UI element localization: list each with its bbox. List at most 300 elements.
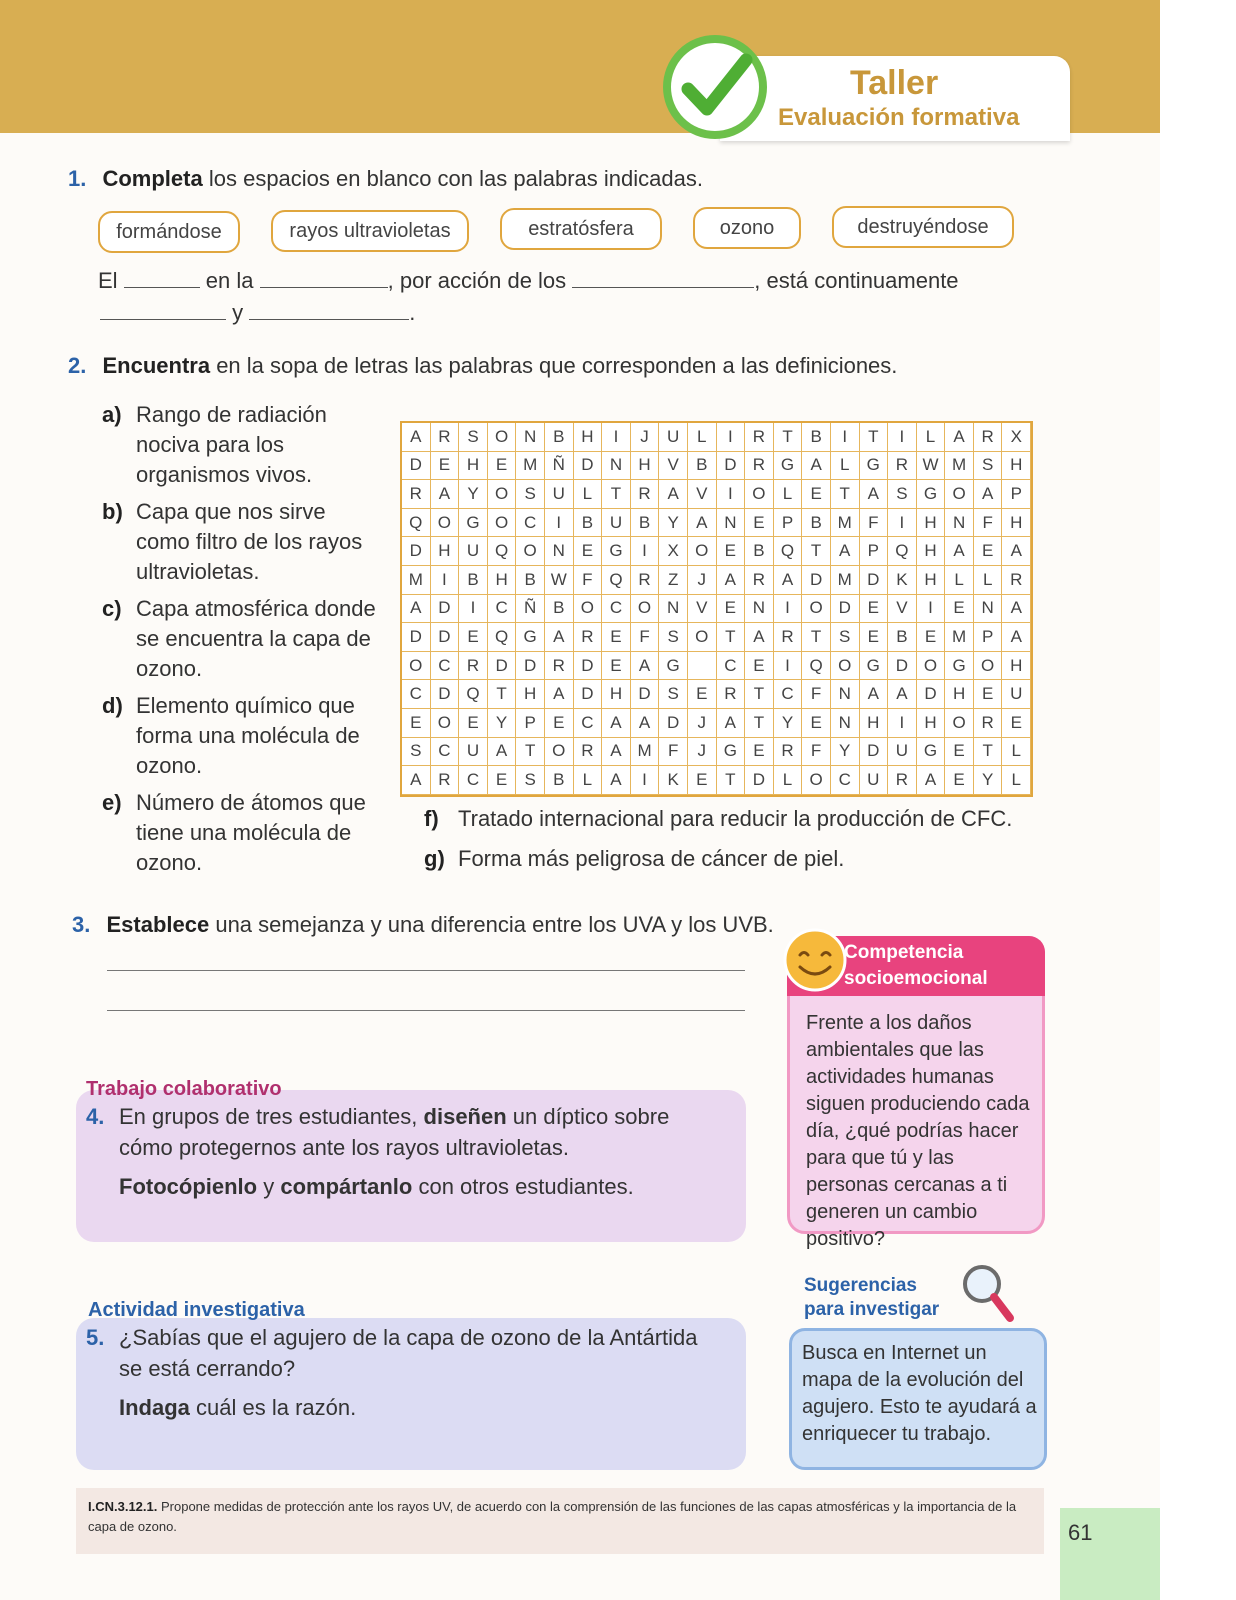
grid-cell[interactable]: J <box>688 738 717 767</box>
grid-cell[interactable]: R <box>431 423 460 452</box>
competencia-text: Frente a los daños ambientales que las actividades humanas siguen produciendo cada día, ¿qué podrías hacer para que tú y las personas cercanas a ti generen un cambio positivo? <box>806 1012 1030 1250</box>
grid-cell[interactable]: G <box>945 652 974 681</box>
grid-cell[interactable]: H <box>1002 652 1031 681</box>
grid-cell[interactable]: Y <box>659 509 688 538</box>
grid-cell[interactable]: O <box>974 652 1003 681</box>
grid-cell[interactable]: O <box>402 652 431 681</box>
grid-cell[interactable]: U <box>888 738 917 767</box>
blank-field[interactable] <box>572 270 754 288</box>
grid-cell[interactable]: E <box>488 452 517 481</box>
grid-cell[interactable]: O <box>488 423 517 452</box>
grid-cell[interactable]: C <box>431 652 460 681</box>
grid-cell[interactable]: S <box>974 452 1003 481</box>
grid-cell[interactable]: R <box>774 738 803 767</box>
grid-cell[interactable]: E <box>945 766 974 795</box>
grid-cell[interactable]: C <box>774 680 803 709</box>
grid-cell[interactable]: D <box>574 680 603 709</box>
grid-cell[interactable]: I <box>459 595 488 624</box>
grid-cell[interactable]: D <box>431 595 460 624</box>
grid-cell[interactable]: A <box>945 537 974 566</box>
grid-cell[interactable]: R <box>631 566 660 595</box>
grid-cell[interactable]: M <box>945 452 974 481</box>
grid-cell[interactable]: M <box>631 738 660 767</box>
grid-cell[interactable]: U <box>860 766 889 795</box>
grid-cell[interactable]: A <box>802 452 831 481</box>
grid-cell[interactable]: Y <box>974 766 1003 795</box>
grid-cell[interactable]: Q <box>402 509 431 538</box>
grid-cell[interactable]: H <box>459 452 488 481</box>
grid-cell[interactable]: T <box>745 680 774 709</box>
grid-cell[interactable]: U <box>459 537 488 566</box>
grid-cell[interactable]: N <box>545 537 574 566</box>
grid-cell[interactable]: E <box>717 537 746 566</box>
grid-cell[interactable]: O <box>574 595 603 624</box>
grid-cell[interactable]: F <box>631 623 660 652</box>
grid-cell[interactable]: R <box>545 652 574 681</box>
grid-cell[interactable]: U <box>459 738 488 767</box>
grid-cell[interactable]: S <box>459 423 488 452</box>
grid-cell[interactable]: R <box>974 423 1003 452</box>
word-search-grid[interactable] <box>400 421 1033 797</box>
blank-field[interactable] <box>249 302 409 320</box>
grid-cell[interactable]: B <box>802 423 831 452</box>
grid-cell[interactable]: V <box>688 480 717 509</box>
grid-cell[interactable]: B <box>745 537 774 566</box>
grid-cell[interactable]: D <box>574 652 603 681</box>
grid-cell[interactable]: R <box>745 452 774 481</box>
grid-cell[interactable]: W <box>545 566 574 595</box>
grid-cell[interactable]: R <box>1002 566 1031 595</box>
grid-cell[interactable]: L <box>574 480 603 509</box>
grid-cell[interactable]: A <box>402 595 431 624</box>
grid-cell[interactable]: A <box>659 480 688 509</box>
grid-cell[interactable]: E <box>545 709 574 738</box>
grid-cell[interactable]: E <box>945 595 974 624</box>
grid-cell[interactable]: H <box>860 709 889 738</box>
grid-cell[interactable]: E <box>602 652 631 681</box>
grid-cell[interactable]: D <box>631 680 660 709</box>
grid-cell[interactable]: H <box>917 709 946 738</box>
grid-cell[interactable]: L <box>945 566 974 595</box>
grid-cell[interactable]: E <box>602 623 631 652</box>
grid-cell[interactable]: T <box>516 738 545 767</box>
grid-cell[interactable]: N <box>974 595 1003 624</box>
grid-cell[interactable]: L <box>1002 766 1031 795</box>
grid-cell[interactable]: F <box>802 738 831 767</box>
grid-cell[interactable]: G <box>917 738 946 767</box>
grid-cell[interactable]: Y <box>774 709 803 738</box>
grid-cell[interactable]: O <box>831 652 860 681</box>
grid-cell[interactable]: G <box>516 623 545 652</box>
grid-cell[interactable]: F <box>574 566 603 595</box>
grid-cell[interactable]: O <box>945 709 974 738</box>
grid-cell[interactable]: Q <box>488 623 517 652</box>
grid-cell[interactable]: E <box>688 680 717 709</box>
grid-cell[interactable]: D <box>831 595 860 624</box>
grid-cell[interactable]: E <box>745 509 774 538</box>
grid-cell[interactable]: I <box>888 423 917 452</box>
grid-cell[interactable]: A <box>774 566 803 595</box>
grid-cell[interactable]: E <box>431 452 460 481</box>
grid-cell[interactable]: D <box>659 709 688 738</box>
grid-cell[interactable]: D <box>574 452 603 481</box>
grid-cell[interactable]: A <box>631 709 660 738</box>
grid-cell[interactable]: C <box>574 709 603 738</box>
grid-cell[interactable]: N <box>831 709 860 738</box>
grid-cell[interactable]: D <box>488 652 517 681</box>
grid-cell[interactable]: A <box>945 423 974 452</box>
grid-cell[interactable]: D <box>745 766 774 795</box>
grid-cell[interactable]: M <box>831 509 860 538</box>
grid-cell[interactable]: B <box>459 566 488 595</box>
grid-cell[interactable]: L <box>688 423 717 452</box>
grid-cell[interactable]: H <box>945 680 974 709</box>
grid-cell[interactable]: G <box>860 452 889 481</box>
grid-cell[interactable]: C <box>717 652 746 681</box>
grid-cell[interactable]: H <box>917 509 946 538</box>
grid-cell[interactable]: N <box>945 509 974 538</box>
grid-cell[interactable]: P <box>516 709 545 738</box>
grid-cell[interactable]: R <box>574 738 603 767</box>
grid-cell[interactable]: E <box>802 480 831 509</box>
grid-cell[interactable]: F <box>802 680 831 709</box>
grid-cell[interactable]: O <box>802 766 831 795</box>
grid-cell[interactable]: H <box>1002 452 1031 481</box>
grid-cell[interactable]: T <box>860 423 889 452</box>
grid-cell[interactable]: D <box>860 566 889 595</box>
grid-cell[interactable]: S <box>402 738 431 767</box>
grid-cell[interactable]: I <box>602 423 631 452</box>
grid-cell[interactable]: E <box>974 680 1003 709</box>
grid-cell[interactable]: S <box>888 480 917 509</box>
grid-cell[interactable]: G <box>459 509 488 538</box>
grid-cell[interactable]: A <box>602 738 631 767</box>
grid-cell[interactable]: J <box>688 566 717 595</box>
grid-cell[interactable]: F <box>659 738 688 767</box>
grid-cell[interactable]: Ñ <box>545 452 574 481</box>
grid-cell[interactable]: D <box>888 652 917 681</box>
grid-cell[interactable]: L <box>774 480 803 509</box>
grid-cell[interactable]: R <box>888 452 917 481</box>
grid-cell[interactable]: F <box>974 509 1003 538</box>
grid-cell[interactable]: R <box>402 480 431 509</box>
grid-cell[interactable]: P <box>974 623 1003 652</box>
grid-cell[interactable]: H <box>431 537 460 566</box>
grid-cell[interactable]: D <box>802 566 831 595</box>
grid-cell[interactable]: I <box>631 766 660 795</box>
grid-cell[interactable]: H <box>602 680 631 709</box>
grid-cell[interactable]: E <box>574 537 603 566</box>
grid-cell[interactable] <box>688 652 717 681</box>
grid-cell[interactable]: R <box>459 652 488 681</box>
grid-cell[interactable]: H <box>917 537 946 566</box>
grid-cell[interactable]: S <box>831 623 860 652</box>
grid-cell[interactable]: A <box>631 652 660 681</box>
grid-cell[interactable]: A <box>831 537 860 566</box>
grid-cell[interactable]: L <box>774 766 803 795</box>
grid-cell[interactable]: Y <box>488 709 517 738</box>
grid-cell[interactable]: M <box>831 566 860 595</box>
grid-cell[interactable]: G <box>860 652 889 681</box>
grid-cell[interactable]: Y <box>831 738 860 767</box>
sentence-text: El <box>98 268 124 293</box>
grid-cell[interactable]: P <box>774 509 803 538</box>
grid-cell[interactable]: N <box>602 452 631 481</box>
grid-cell[interactable]: O <box>688 537 717 566</box>
word-pill: rayos ultravioletas <box>271 210 469 252</box>
grid-cell[interactable]: B <box>688 452 717 481</box>
grid-cell[interactable]: J <box>688 709 717 738</box>
grid-cell[interactable]: A <box>860 680 889 709</box>
grid-cell[interactable]: B <box>631 509 660 538</box>
grid-cell[interactable]: C <box>488 595 517 624</box>
blank-field[interactable] <box>100 302 226 320</box>
grid-cell[interactable]: J <box>631 423 660 452</box>
grid-cell[interactable]: H <box>631 452 660 481</box>
grid-cell[interactable]: Q <box>888 537 917 566</box>
grid-cell[interactable]: Q <box>459 680 488 709</box>
grid-cell[interactable]: U <box>1002 680 1031 709</box>
grid-cell[interactable]: B <box>516 566 545 595</box>
grid-cell[interactable]: O <box>516 537 545 566</box>
grid-cell[interactable]: A <box>431 480 460 509</box>
grid-cell[interactable]: O <box>688 623 717 652</box>
grid-cell[interactable]: O <box>917 652 946 681</box>
grid-cell[interactable]: C <box>516 509 545 538</box>
grid-cell[interactable]: L <box>831 452 860 481</box>
grid-cell[interactable]: E <box>917 623 946 652</box>
grid-cell[interactable]: I <box>888 509 917 538</box>
grid-cell[interactable]: T <box>774 423 803 452</box>
grid-cell[interactable]: A <box>717 709 746 738</box>
grid-cell[interactable]: H <box>488 566 517 595</box>
grid-cell[interactable]: A <box>1002 623 1031 652</box>
grid-cell[interactable]: E <box>860 623 889 652</box>
grid-cell[interactable]: I <box>545 509 574 538</box>
grid-cell[interactable]: I <box>717 480 746 509</box>
grid-cell[interactable]: H <box>917 566 946 595</box>
grid-cell[interactable]: N <box>831 680 860 709</box>
grid-cell[interactable]: C <box>402 680 431 709</box>
grid-cell[interactable]: B <box>545 595 574 624</box>
grid-cell[interactable]: R <box>431 766 460 795</box>
grid-cell[interactable]: C <box>459 766 488 795</box>
grid-cell[interactable]: D <box>917 680 946 709</box>
grid-cell[interactable]: T <box>831 480 860 509</box>
grid-cell[interactable]: S <box>659 680 688 709</box>
grid-cell[interactable]: I <box>774 652 803 681</box>
blank-field[interactable] <box>124 270 200 288</box>
grid-cell[interactable]: E <box>802 709 831 738</box>
grid-cell[interactable]: O <box>631 595 660 624</box>
grid-cell[interactable]: T <box>745 709 774 738</box>
grid-cell[interactable]: D <box>516 652 545 681</box>
grid-cell[interactable]: R <box>745 566 774 595</box>
grid-cell[interactable]: E <box>402 709 431 738</box>
grid-cell[interactable]: B <box>545 423 574 452</box>
grid-cell[interactable]: A <box>688 509 717 538</box>
grid-cell[interactable]: H <box>516 680 545 709</box>
grid-cell[interactable]: O <box>745 480 774 509</box>
grid-cell[interactable]: A <box>602 766 631 795</box>
grid-cell[interactable]: D <box>860 738 889 767</box>
grid-cell[interactable]: T <box>602 480 631 509</box>
grid-cell[interactable]: I <box>717 423 746 452</box>
grid-cell[interactable]: T <box>802 623 831 652</box>
grid-cell[interactable]: G <box>602 537 631 566</box>
grid-cell[interactable]: O <box>945 480 974 509</box>
grid-cell[interactable]: D <box>402 623 431 652</box>
grid-cell[interactable]: P <box>1002 480 1031 509</box>
grid-cell[interactable]: Z <box>659 566 688 595</box>
grid-cell[interactable]: L <box>574 766 603 795</box>
grid-cell[interactable]: S <box>516 480 545 509</box>
grid-cell[interactable]: A <box>1002 537 1031 566</box>
grid-cell[interactable]: I <box>831 423 860 452</box>
definition-text: Número de átomos que tiene una molécula de ozono. <box>136 790 366 875</box>
grid-cell[interactable]: D <box>402 537 431 566</box>
grid-cell[interactable]: E <box>717 595 746 624</box>
grid-cell[interactable]: R <box>717 680 746 709</box>
grid-cell[interactable]: C <box>602 595 631 624</box>
grid-cell[interactable]: E <box>1002 709 1031 738</box>
grid-cell[interactable]: G <box>774 452 803 481</box>
grid-cell[interactable]: R <box>745 423 774 452</box>
grid-cell[interactable]: W <box>917 452 946 481</box>
grid-cell[interactable]: T <box>802 537 831 566</box>
grid-cell[interactable]: A <box>545 623 574 652</box>
grid-cell[interactable]: V <box>888 595 917 624</box>
grid-cell[interactable]: X <box>1002 423 1031 452</box>
grid-cell[interactable]: O <box>488 509 517 538</box>
grid-cell[interactable]: A <box>488 738 517 767</box>
grid-cell[interactable]: E <box>945 738 974 767</box>
grid-cell[interactable]: N <box>745 595 774 624</box>
grid-cell[interactable]: G <box>917 480 946 509</box>
grid-cell[interactable]: N <box>717 509 746 538</box>
grid-cell[interactable]: U <box>602 509 631 538</box>
grid-cell[interactable]: R <box>631 480 660 509</box>
grid-cell[interactable]: A <box>402 766 431 795</box>
grid-cell[interactable]: C <box>831 766 860 795</box>
grid-cell[interactable]: I <box>888 709 917 738</box>
grid-cell[interactable]: Q <box>488 537 517 566</box>
grid-cell[interactable]: E <box>688 766 717 795</box>
sentence-text: y <box>226 300 250 325</box>
grid-cell[interactable]: O <box>431 509 460 538</box>
grid-cell[interactable]: A <box>545 680 574 709</box>
grid-cell[interactable]: L <box>1002 738 1031 767</box>
grid-cell[interactable]: T <box>488 680 517 709</box>
grid-cell[interactable]: B <box>574 509 603 538</box>
grid-cell[interactable]: V <box>659 452 688 481</box>
grid-cell[interactable]: M <box>402 566 431 595</box>
grid-cell[interactable]: D <box>717 452 746 481</box>
grid-cell[interactable]: V <box>688 595 717 624</box>
answer-line[interactable] <box>107 1010 745 1011</box>
grid-cell[interactable]: T <box>974 738 1003 767</box>
grid-cell[interactable]: X <box>659 537 688 566</box>
grid-cell[interactable]: P <box>860 537 889 566</box>
grid-cell[interactable]: R <box>774 623 803 652</box>
grid-cell[interactable]: R <box>974 709 1003 738</box>
grid-cell[interactable]: O <box>431 709 460 738</box>
grid-cell[interactable]: E <box>745 652 774 681</box>
grid-cell[interactable]: O <box>488 480 517 509</box>
grid-cell[interactable]: E <box>745 738 774 767</box>
answer-line[interactable] <box>107 970 745 971</box>
grid-cell[interactable]: T <box>717 766 746 795</box>
grid-cell[interactable]: E <box>860 595 889 624</box>
grid-cell[interactable]: A <box>974 480 1003 509</box>
grid-cell[interactable]: M <box>945 623 974 652</box>
grid-cell[interactable]: D <box>431 623 460 652</box>
grid-cell[interactable]: C <box>431 738 460 767</box>
grid-cell[interactable]: O <box>545 738 574 767</box>
grid-cell[interactable]: D <box>431 680 460 709</box>
grid-cell[interactable]: O <box>802 595 831 624</box>
grid-cell[interactable]: S <box>659 623 688 652</box>
grid-cell[interactable]: G <box>717 738 746 767</box>
grid-cell[interactable]: L <box>917 423 946 452</box>
grid-cell[interactable]: A <box>745 623 774 652</box>
grid-cell[interactable]: A <box>602 709 631 738</box>
grid-cell[interactable]: Q <box>602 566 631 595</box>
grid-cell[interactable]: I <box>431 566 460 595</box>
grid-cell[interactable]: A <box>888 680 917 709</box>
grid-cell[interactable]: F <box>860 509 889 538</box>
grid-cell[interactable]: Y <box>459 480 488 509</box>
grid-cell[interactable]: H <box>1002 509 1031 538</box>
grid-cell[interactable]: A <box>402 423 431 452</box>
grid-cell[interactable]: Q <box>802 652 831 681</box>
grid-cell[interactable]: Q <box>774 537 803 566</box>
grid-cell[interactable]: R <box>888 766 917 795</box>
grid-cell[interactable]: B <box>802 509 831 538</box>
grid-cell[interactable]: R <box>574 623 603 652</box>
grid-cell[interactable]: I <box>631 537 660 566</box>
grid-cell[interactable]: E <box>974 537 1003 566</box>
grid-cell[interactable]: D <box>402 452 431 481</box>
blank-field[interactable] <box>260 270 388 288</box>
grid-cell[interactable]: M <box>516 452 545 481</box>
grid-cell[interactable]: K <box>888 566 917 595</box>
grid-cell[interactable]: Ñ <box>516 595 545 624</box>
grid-cell[interactable]: U <box>545 480 574 509</box>
grid-cell[interactable]: N <box>659 595 688 624</box>
grid-cell[interactable]: U <box>659 423 688 452</box>
grid-cell[interactable]: L <box>974 566 1003 595</box>
grid-cell[interactable]: A <box>717 566 746 595</box>
grid-cell[interactable]: T <box>717 623 746 652</box>
grid-cell[interactable]: G <box>659 652 688 681</box>
grid-cell[interactable]: A <box>860 480 889 509</box>
grid-cell[interactable]: A <box>1002 595 1031 624</box>
grid-cell[interactable]: A <box>917 766 946 795</box>
grid-cell[interactable]: H <box>574 423 603 452</box>
grid-cell[interactable]: I <box>774 595 803 624</box>
grid-cell[interactable]: S <box>516 766 545 795</box>
grid-cell[interactable]: N <box>516 423 545 452</box>
grid-cell[interactable]: K <box>659 766 688 795</box>
grid-cell[interactable]: B <box>888 623 917 652</box>
grid-cell[interactable]: E <box>488 766 517 795</box>
grid-cell[interactable]: E <box>459 709 488 738</box>
grid-cell[interactable]: B <box>545 766 574 795</box>
task-verb: diseñen <box>423 1104 507 1129</box>
grid-cell[interactable]: E <box>459 623 488 652</box>
grid-cell[interactable]: I <box>917 595 946 624</box>
